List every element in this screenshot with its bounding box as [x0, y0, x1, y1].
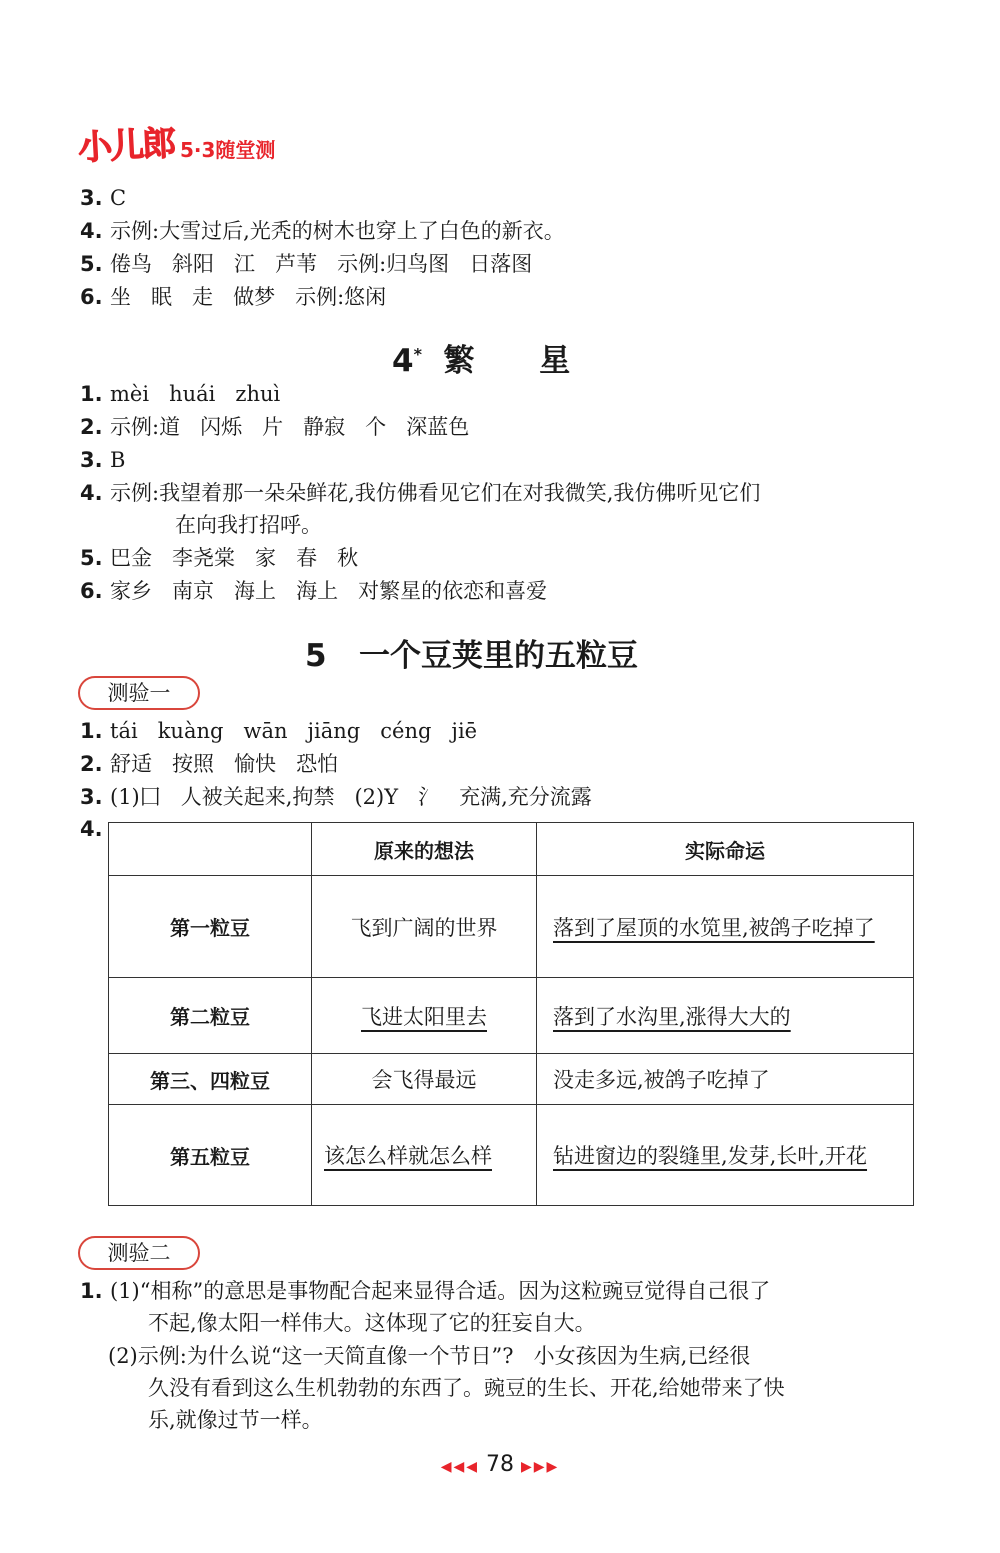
row-fate: 没走多远,被鸽子吃掉了 — [537, 1054, 914, 1105]
q2-answer-1: 1. (1)“相称”的意思是事物配合起来显得合适。因为这粒豌豆觉得自己很了 — [80, 1279, 771, 1303]
page-number-value: 78 — [486, 1452, 514, 1477]
next-arrows-icon: ▶▶▶ — [521, 1459, 560, 1475]
table-row — [109, 1105, 914, 1206]
table-row — [109, 876, 914, 978]
s4-answer-2: 2. 示例:道 闪烁 片 静寂 个 深蓝色 — [80, 415, 470, 439]
row-name: 第一粒豆 — [109, 876, 312, 978]
brand-logo — [78, 118, 275, 167]
brand-name: 小儿郎 — [77, 123, 176, 169]
row-idea: 该怎么样就怎么样 — [312, 1105, 537, 1206]
row-fate: 落到了水沟里,涨得大大的 — [537, 978, 914, 1054]
q2-answer-1-sub2-l2: 久没有看到这么生机勃勃的东西了。豌豆的生长、开花,给她带来了快 — [148, 1376, 785, 1400]
page-number — [0, 1452, 1000, 1477]
table-header-idea: 原来的想法 — [312, 823, 537, 876]
s4-answer-4-cont: 在向我打招呼。 — [175, 513, 322, 537]
table-header-empty — [109, 823, 312, 876]
row-idea: 飞到广阔的世界 — [312, 876, 537, 978]
quiz-tag-2: 测验二 — [78, 1236, 200, 1270]
row-name: 第五粒豆 — [109, 1105, 312, 1206]
row-name: 第三、四粒豆 — [109, 1054, 312, 1105]
q1-answer-4: 4. — [80, 817, 103, 841]
s4-answer-4: 4. 示例:我望着那一朵朵鲜花,我仿佛看见它们在对我微笑,我仿佛听见它们 — [80, 481, 761, 505]
answer-5: 5. 倦鸟 斜阳 江 芦苇 示例:归鸟图 日落图 — [80, 252, 533, 276]
q1-answer-2: 2. 舒适 按照 愉快 恐怕 — [80, 752, 339, 776]
q1-answer-3: 3. (1)囗 人被关起来,拘禁 (2)Y 氵 充满,充分流露 — [80, 785, 592, 809]
table-header-fate: 实际命运 — [537, 823, 914, 876]
brand-subtitle: 5·3随堂测 — [180, 138, 276, 162]
table-row — [109, 1054, 914, 1105]
row-idea: 飞进太阳里去 — [312, 978, 537, 1054]
answer-3: 3. C — [80, 186, 127, 210]
section-title-5: 5 一个豆荚里的五粒豆 — [305, 638, 638, 674]
row-fate: 落到了屋顶的水笕里,被鸽子吃掉了 — [537, 876, 914, 978]
s4-answer-1: 1. mèi huái zhuì — [80, 382, 281, 406]
s4-answer-6: 6. 家乡 南京 海上 海上 对繁星的依恋和喜爱 — [80, 579, 548, 603]
q1-answer-1: 1. tái kuàng wān jiāng céng jiē — [80, 719, 478, 743]
row-idea: 会飞得最远 — [312, 1054, 537, 1105]
table-header-row — [109, 823, 914, 876]
s4-answer-5: 5. 巴金 李尧棠 家 春 秋 — [80, 546, 359, 570]
peas-fate-table — [108, 822, 914, 1206]
row-fate: 钻进窗边的裂缝里,发芽,长叶,开花 — [537, 1105, 914, 1206]
q2-answer-1-sub2: (2)示例:为什么说“这一天简直像一个节日”? 小女孩因为生病,已经很 — [108, 1344, 751, 1368]
quiz-tag-1: 测验一 — [78, 676, 200, 710]
row-name: 第二粒豆 — [109, 978, 312, 1054]
q2-answer-1-cont: 不起,像太阳一样伟大。这体现了它的狂妄自大。 — [148, 1311, 596, 1335]
answer-4: 4. 示例:大雪过后,光秃的树木也穿上了白色的新衣。 — [80, 219, 565, 243]
table-row — [109, 978, 914, 1054]
section-title-4: 4* 繁 星 — [392, 343, 571, 379]
s4-answer-3: 3. B — [80, 448, 126, 472]
prev-arrows-icon: ◀◀◀ — [440, 1459, 479, 1475]
answer-6: 6. 坐 眠 走 做梦 示例:悠闲 — [80, 285, 387, 309]
q2-answer-1-sub2-l3: 乐,就像过节一样。 — [148, 1408, 323, 1432]
